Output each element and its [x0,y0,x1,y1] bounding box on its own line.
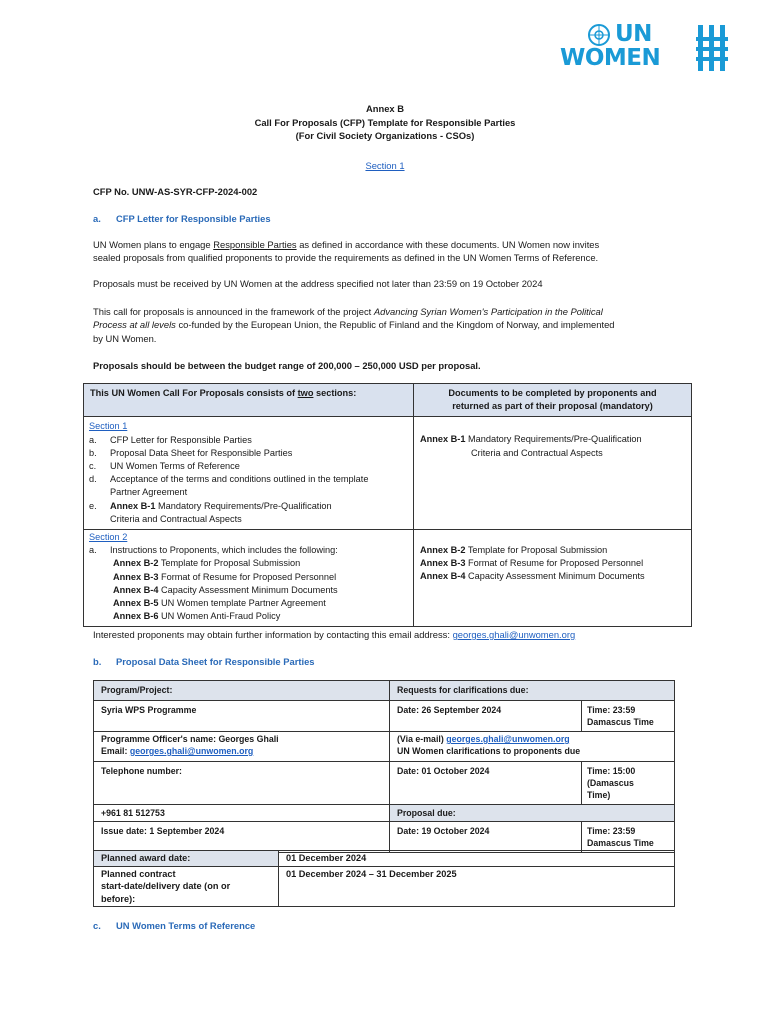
data-sheet-table [93,680,675,853]
clarification-response-date: Date: 01 October 2024 [390,762,582,805]
logo-un: UN [615,21,652,47]
intro-paragraph: UN Women plans to engage Responsible Parties as defined in accordance with these documents. UN Women now invites sealed proposals from qualified proponents to provide the requirements as defined in the UN Women Terms of Reference. [93,239,600,264]
telephone-label: Telephone number: [94,762,390,805]
issue-date: Issue date: 1 September 2024 [94,822,390,853]
section-a-heading [93,212,271,225]
programme-name: Syria WPS Programme [94,701,390,732]
section-2-cell [84,530,414,627]
section-2-docs-cell [414,530,692,627]
via-email-cell: (Via e-mail) georges.ghali@unwomen.org UN Women clarifications to proponents due [390,732,675,762]
list-item: Annex B-2 Template for Proposal Submission [113,558,301,569]
section-b-heading: b. Proposal Data Sheet for Responsible Parties [93,656,315,667]
section-1-cell [84,417,414,530]
document-subtitle: (For Civil Society Organizations - CSOs) [295,130,475,141]
sections-table [83,383,692,627]
sections-table-header-right: Documents to be completed by proponents and returned as part of their proposal (mandatory) [414,384,692,417]
un-women-logo [560,22,730,74]
program-label: Program/Project: [94,681,390,701]
officer-cell: Programme Officer's name: Georges Ghali Email: georges.ghali@unwomen.org [94,732,390,762]
section-1-docs-cell: Annex B-1 Mandatory Requirements/Pre-Qualification Criteria and Contractual Aspects [414,417,692,530]
award-table [93,850,675,907]
deadline-paragraph: Proposals must be received by UN Women at the address specified not later than 23:59 on 19 October 2024 [93,278,543,289]
contract-date-value: 01 December 2024 – 31 December 2025 [279,866,675,907]
sections-table-header-left: This UN Women Call For Proposals consists of two sections: [84,384,414,417]
contact-email-link[interactable]: georges.ghali@unwomen.org [452,629,576,640]
list-item: c. UN Women Terms of Reference [89,461,240,472]
contact-line: Interested proponents may obtain further information by contacting this email address: georges.ghali@unwomen.org [93,629,576,640]
list-item: b. Proposal Data Sheet for Responsible Parties [89,447,293,458]
list-item: Annex B-5 UN Women template Partner Agreement [113,598,326,609]
telephone-number: +961 81 512753 [94,805,390,822]
responsible-parties-link[interactable]: Responsible Parties [213,239,297,250]
section-1-link[interactable]: Section 1 [365,160,405,171]
list-item: Annex B-2 Template for Proposal Submission [420,545,608,556]
list-item: a. CFP Letter for Responsible Parties [89,434,252,445]
section-letter: a. [93,213,101,224]
proposal-due-time: Time: 23:59 Damascus Time [582,822,675,853]
list-item: Annex B-3 Format of Resume for Proposed Personnel [113,571,337,582]
clarifications-label: Requests for clarifications due: [390,681,675,701]
contract-date-label: Planned contract start-date/delivery date (on or before): [94,866,279,907]
project-paragraph: This call for proposals is announced in the framework of the project Advancing Syrian Women's Participation in the Political Process at all levels co-funded by the European Union, the Republic of Finland and the Kingdom of Norway, and implemented by UN Women. [93,306,615,344]
officer-email-link[interactable]: georges.ghali@unwomen.org [129,746,254,756]
clarification-email-link[interactable]: georges.ghali@unwomen.org [446,734,570,744]
list-item: Annex B-6 UN Women Anti-Fraud Policy [113,611,281,622]
cfp-number: CFP No. UNW-AS-SYR-CFP-2024-002 [93,186,258,197]
document-title: Call For Proposals (CFP) Template for Responsible Parties [254,117,516,128]
annex-label: Annex B [365,103,405,114]
award-date-label: Planned award date: [94,851,279,867]
section-2-docs-list [420,544,685,584]
section-title: CFP Letter for Responsible Parties [116,213,271,224]
section-2-table-link[interactable]: Section 2 [89,532,128,543]
proposal-due-date: Date: 19 October 2024 [390,822,582,853]
award-date-value: 01 December 2024 [279,851,675,867]
list-item: Annex B-4 Capacity Assessment Minimum Documents [420,571,645,582]
clarification-response-time: Time: 15:00 (Damascus Time) [582,762,675,805]
section-c-heading: c. UN Women Terms of Reference [93,920,256,931]
clarification-time: Time: 23:59 Damascus Time [582,701,675,732]
logo-women: WOMEN [560,45,661,71]
list-item: Annex B-4 Capacity Assessment Minimum Documents [113,584,338,595]
section-1-table-link[interactable]: Section 1 [89,421,128,432]
proposal-due-label: Proposal due: [390,805,675,822]
list-item: Annex B-3 Format of Resume for Proposed Personnel [420,558,644,569]
budget-range: Proposals should be between the budget range of 200,000 – 250,000 USD per proposal. [93,360,481,371]
equality-symbol-icon [696,25,728,71]
list-item: d. Acceptance of the terms and conditions outlined in the template Partner Agreement [89,474,369,498]
section-1-list [89,434,408,500]
section-2-list [89,557,408,623]
list-item: e. Annex B-1 Mandatory Requirements/Pre-Qualification Criteria and Contractual Aspects [89,500,332,524]
clarification-date: Date: 26 September 2024 [390,701,582,732]
list-item: a. Instructions to Proponents, which includes the following: [89,545,338,556]
